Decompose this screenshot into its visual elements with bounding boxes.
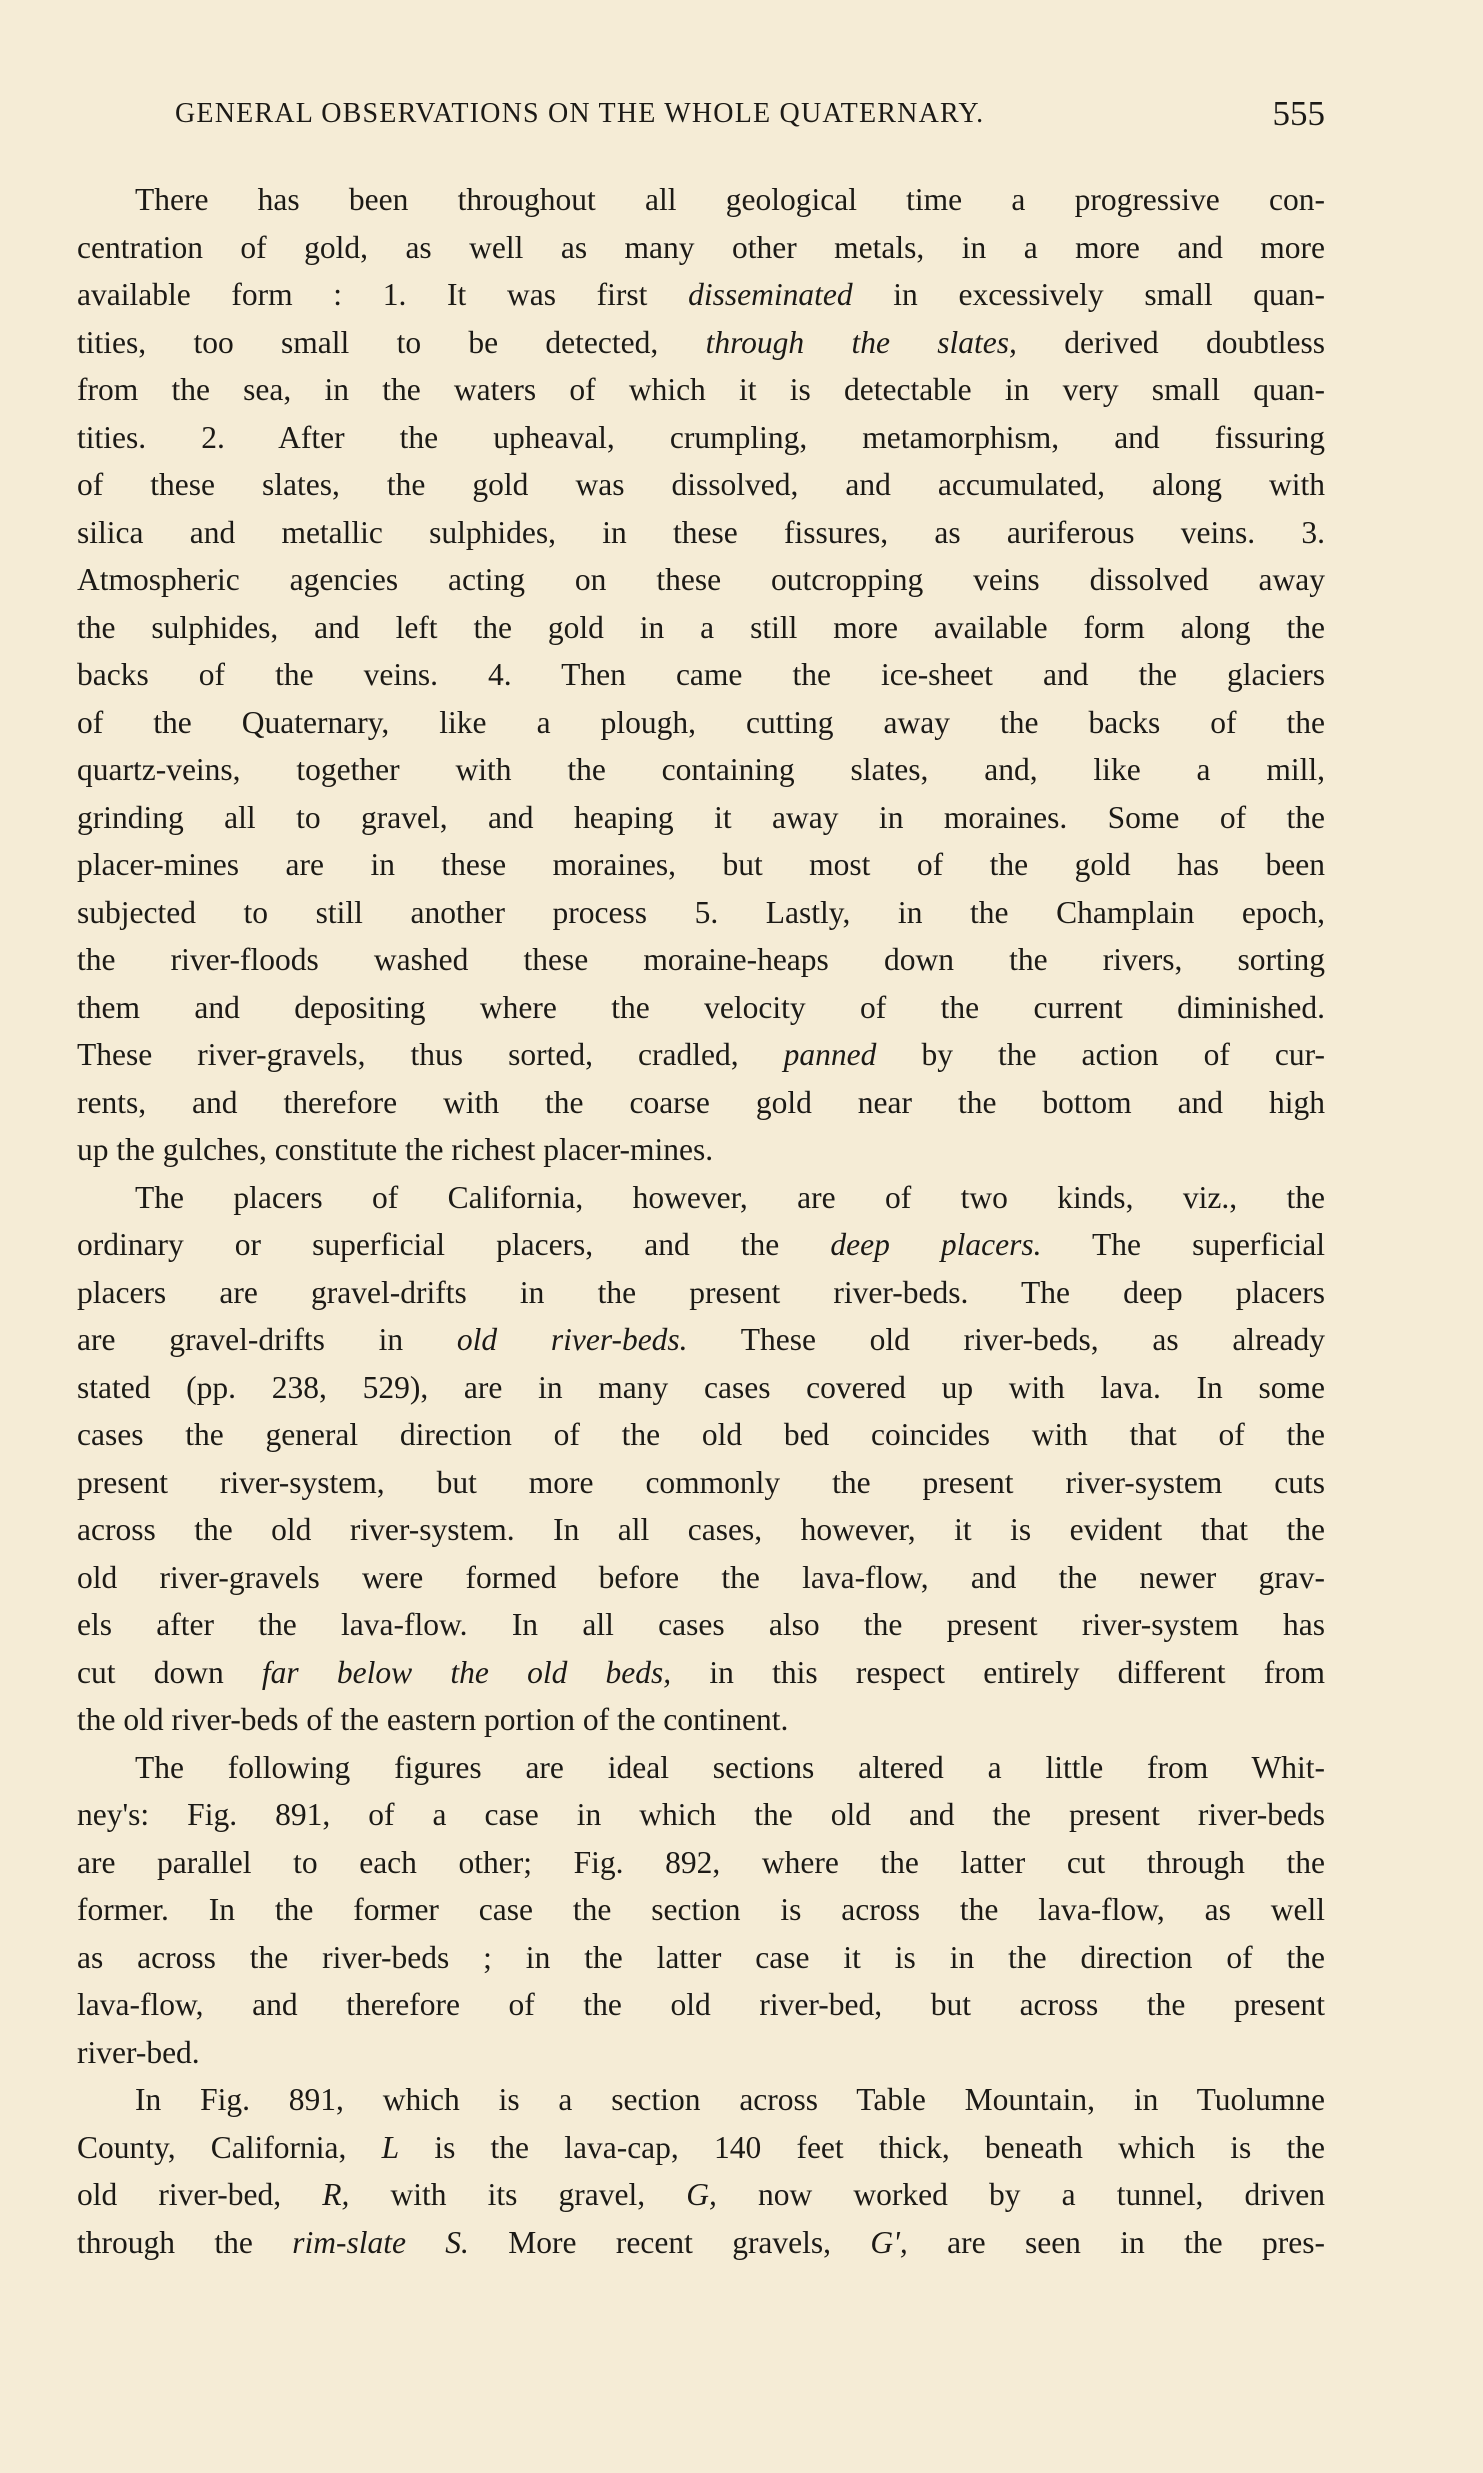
- text-segment: of these slates, the gold was dissolved, and accumulated, along with: [77, 467, 1325, 502]
- text-line: [77, 889, 1325, 937]
- text-segment: In Fig. 891, which is a section across Table Mountain, in Tuolumne: [135, 2082, 1325, 2117]
- text-segment: rents, and therefore with the coarse gold near the bottom and high: [77, 1084, 1325, 1120]
- text-line: [77, 1934, 1325, 1982]
- text-segment: old river-bed,: [77, 2177, 323, 2212]
- text-segment: is the lava-cap, 140 feet thick, beneath which is the: [399, 2129, 1325, 2165]
- text-segment: tities. 2. After the upheaval, crumpling, metamorphism, and fissuring: [77, 419, 1325, 455]
- text-line: [77, 936, 1325, 984]
- text-line: [77, 1744, 1325, 1792]
- text-segment: placer-mines are in these moraines, but most of the gold has been: [77, 847, 1325, 882]
- text-line: [77, 2076, 1325, 2124]
- text-line: [77, 1174, 1325, 1222]
- text-line: [77, 1031, 1325, 1079]
- text-line: [77, 651, 1325, 699]
- text-segment: by the action of cur-: [876, 1037, 1325, 1072]
- text-segment: the old river-beds of the eastern portion of the continent.: [77, 1702, 789, 1737]
- text-line: [77, 2219, 1325, 2267]
- text-line: [77, 1269, 1325, 1317]
- text-segment: placers are gravel-drifts in the present river-beds. The deep placers: [77, 1274, 1325, 1310]
- text-segment: of the Quaternary, like a plough, cutting away the backs of the: [77, 704, 1325, 740]
- text-line: [77, 176, 1325, 224]
- text-segment: The placers of California, however, are of two kinds, viz., the: [135, 1179, 1325, 1215]
- text-line: [77, 366, 1325, 414]
- italic-text: G',: [870, 2224, 908, 2260]
- text-segment: from the sea, in the waters of which it is detectable in very small quan-: [77, 372, 1325, 407]
- text-segment: County, California,: [77, 2129, 382, 2165]
- text-segment: across the old river-system. In all cases, however, it is evident that the: [77, 1512, 1325, 1547]
- text-segment: former. In the former case the section is across the lava-flow, as well: [77, 1892, 1325, 1927]
- text-line: [77, 794, 1325, 842]
- text-segment: These river-gravels, thus sorted, cradled,: [77, 1037, 784, 1072]
- text-line: [77, 2029, 1325, 2077]
- text-line: [77, 1459, 1325, 1507]
- italic-text: G,: [686, 2177, 717, 2212]
- text-segment: tities, too small to be detected,: [77, 324, 706, 360]
- text-segment: are gravel-drifts in: [77, 1322, 457, 1357]
- italic-text: through the slates,: [705, 324, 1017, 360]
- text-segment: quartz-veins, together with the containing slates, and, like a mill,: [77, 752, 1325, 787]
- text-segment: present river-system, but more commonly the present river-system cuts: [77, 1464, 1325, 1500]
- text-segment: now worked by a tunnel, driven: [716, 2177, 1325, 2212]
- text-segment: old river-gravels were formed before the lava-flow, and the newer grav-: [77, 1559, 1325, 1595]
- page-number: 555: [1272, 94, 1325, 133]
- text-line: [77, 319, 1325, 367]
- text-segment: are seen in the pres-: [907, 2224, 1325, 2260]
- text-segment: derived doubtless: [1016, 324, 1325, 360]
- text-line: [77, 1411, 1325, 1459]
- text-segment: ney's: Fig. 891, of a case in which the old and the present river-beds: [77, 1797, 1325, 1832]
- text-line: [77, 604, 1325, 652]
- text-line: [77, 1221, 1325, 1269]
- text-segment: lava-flow, and therefore of the old river-bed, but across the present: [77, 1987, 1325, 2022]
- text-segment: as across the river-beds ; in the latter case it is in the direction of the: [77, 1939, 1325, 1975]
- text-line: [77, 461, 1325, 509]
- text-line: [77, 1554, 1325, 1602]
- italic-text: R,: [322, 2177, 350, 2212]
- text-line: [77, 1364, 1325, 1412]
- text-line: [77, 1791, 1325, 1839]
- text-segment: ordinary or superficial placers, and the: [77, 1227, 831, 1262]
- text-segment: Atmospheric agencies acting on these outcropping veins dissolved away: [77, 562, 1325, 597]
- text-segment: up the gulches, constitute the richest placer-mines.: [77, 1132, 714, 1167]
- text-segment: More recent gravels,: [468, 2224, 871, 2260]
- text-line: [77, 984, 1325, 1032]
- text-segment: centration of gold, as well as many other metals, in a more and more: [77, 229, 1325, 265]
- text-segment: the sulphides, and left the gold in a still more available form along the: [77, 609, 1325, 645]
- text-line: [77, 1981, 1325, 2029]
- text-line: [77, 414, 1325, 462]
- text-line: [77, 2124, 1325, 2172]
- text-line: [77, 224, 1325, 272]
- running-head: GENERAL OBSERVATIONS ON THE WHOLE QUATERNARY.: [175, 98, 985, 129]
- text-segment: through the: [77, 2224, 293, 2260]
- text-segment: cases the general direction of the old bed coincides with that of the: [77, 1417, 1325, 1452]
- italic-text: old river-beds.: [456, 1322, 688, 1357]
- text-segment: with its gravel,: [349, 2177, 687, 2212]
- text-segment: the river-floods washed these moraine-heaps down the rivers, sorting: [77, 942, 1325, 977]
- text-line: [77, 699, 1325, 747]
- text-line: [77, 1649, 1325, 1697]
- italic-text: far below the old beds,: [261, 1654, 672, 1690]
- italic-text: L: [381, 2129, 400, 2165]
- italic-text: panned: [783, 1037, 877, 1072]
- text-segment: cut down: [77, 1654, 262, 1690]
- page-header: [175, 94, 1325, 142]
- italic-text: disseminated: [688, 277, 853, 312]
- text-line: [77, 1316, 1325, 1364]
- text-segment: backs of the veins. 4. Then came the ice-sheet and the glaciers: [77, 657, 1325, 692]
- text-segment: These old river-beds, as already: [687, 1322, 1325, 1357]
- text-line: [77, 1126, 1325, 1174]
- body-text: [77, 176, 1325, 2266]
- text-segment: The superficial: [1041, 1227, 1326, 1262]
- italic-text: rim-slate S.: [292, 2224, 469, 2260]
- text-segment: in excessively small quan-: [852, 277, 1325, 312]
- text-line: [77, 841, 1325, 889]
- text-segment: available form : 1. It was first: [77, 277, 689, 312]
- text-segment: are parallel to each other; Fig. 892, where the latter cut through the: [77, 1844, 1325, 1880]
- text-line: [77, 509, 1325, 557]
- text-segment: stated (pp. 238, 529), are in many cases covered up with lava. In some: [77, 1369, 1325, 1405]
- italic-text: deep placers.: [830, 1227, 1042, 1262]
- text-segment: els after the lava-flow. In all cases also the present river-system has: [77, 1607, 1325, 1642]
- text-line: [77, 1506, 1325, 1554]
- text-line: [77, 1886, 1325, 1934]
- text-line: [77, 1839, 1325, 1887]
- text-segment: in this respect entirely different from: [671, 1654, 1325, 1690]
- text-line: [77, 1079, 1325, 1127]
- text-line: [77, 556, 1325, 604]
- text-line: [77, 2171, 1325, 2219]
- text-line: [77, 1601, 1325, 1649]
- text-segment: silica and metallic sulphides, in these fissures, as auriferous veins. 3.: [77, 514, 1325, 550]
- text-segment: The following figures are ideal sections altered a little from Whit-: [135, 1749, 1325, 1785]
- text-segment: grinding all to gravel, and heaping it away in moraines. Some of the: [77, 799, 1325, 835]
- text-segment: them and depositing where the velocity of the current diminished.: [77, 989, 1325, 1025]
- text-segment: river-bed.: [77, 2034, 200, 2070]
- text-line: [77, 746, 1325, 794]
- text-segment: There has been throughout all geological time a progressive con-: [135, 182, 1325, 217]
- text-line: [77, 271, 1325, 319]
- text-segment: subjected to still another process 5. Lastly, in the Champlain epoch,: [77, 894, 1325, 930]
- text-line: [77, 1696, 1325, 1744]
